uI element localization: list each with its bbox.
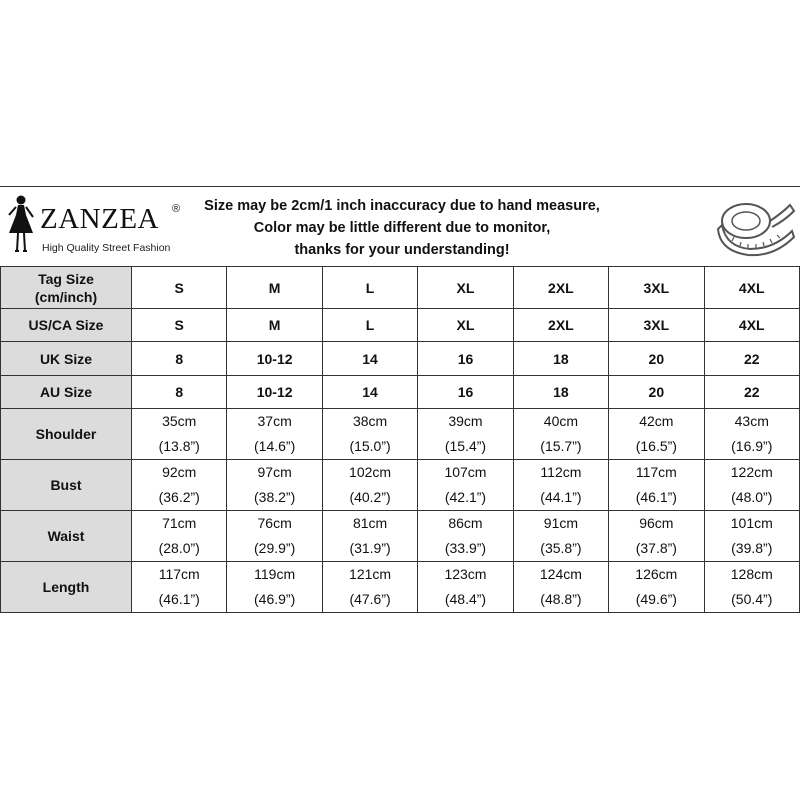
row-header	[1, 309, 132, 342]
cell-text: (38.2”)	[254, 489, 296, 505]
cell-text: (49.6”)	[635, 591, 677, 607]
table-cell	[609, 409, 704, 460]
row-header	[1, 376, 132, 409]
cell-text: 121cm	[349, 566, 392, 582]
table-cell: L	[322, 267, 417, 309]
cell-text: 107cm	[444, 464, 487, 480]
cell-text: (15.4”)	[444, 438, 487, 454]
cell-text: 123cm	[444, 566, 487, 582]
cell-text: (16.9”)	[731, 438, 773, 454]
size-table	[0, 266, 800, 613]
cell-text: 81cm	[352, 515, 388, 531]
cell-text: (39.8”)	[731, 540, 773, 556]
cell-text: 91cm	[543, 515, 579, 531]
table-cell	[227, 562, 322, 613]
table-cell: 18	[513, 376, 608, 409]
cell-text: 71cm	[162, 515, 197, 531]
cell-text: (16.5”)	[635, 438, 677, 454]
row-header-text: Waist	[47, 528, 85, 544]
table-cell	[513, 460, 608, 511]
row-header	[1, 460, 132, 511]
cell-text: 39cm	[448, 413, 483, 429]
chart-header	[0, 186, 800, 267]
table-cell: 4XL	[704, 309, 799, 342]
table-cell	[418, 562, 513, 613]
row-header	[1, 409, 132, 460]
table-cell	[704, 511, 799, 562]
cell-text: 35cm	[162, 413, 197, 429]
table-row	[1, 511, 800, 562]
table-cell	[418, 460, 513, 511]
table-cell: 22	[704, 342, 799, 376]
table-cell	[322, 511, 417, 562]
cell-text: 92cm	[162, 464, 197, 480]
table-cell	[322, 460, 417, 511]
cell-text: (48.8”)	[540, 591, 582, 607]
row-header	[1, 511, 132, 562]
table-row	[1, 409, 800, 460]
table-cell: 10-12	[227, 342, 322, 376]
cell-text: (35.8”)	[540, 540, 582, 556]
table-cell	[513, 409, 608, 460]
table-cell: XL	[418, 267, 513, 309]
table-cell: 16	[418, 342, 513, 376]
cell-text: (14.6”)	[254, 438, 296, 454]
cell-text: (29.9”)	[254, 540, 296, 556]
cell-text: 117cm	[635, 464, 677, 480]
cell-text: (48.4”)	[444, 591, 487, 607]
table-row	[1, 309, 800, 342]
table-cell: 2XL	[513, 267, 608, 309]
table-row	[1, 267, 800, 309]
cell-text: 42cm	[639, 413, 674, 429]
brand-name: ZANZEA	[40, 203, 159, 235]
table-cell	[513, 511, 608, 562]
cell-text: (44.1”)	[540, 489, 582, 505]
woman-silhouette-icon	[6, 193, 36, 257]
cell-text: (37.8”)	[635, 540, 677, 556]
row-header	[1, 562, 132, 613]
table-cell: 4XL	[704, 267, 799, 309]
table-cell	[132, 460, 227, 511]
row-header-text: US/CA Size	[28, 317, 104, 333]
row-header-text: Shoulder	[35, 426, 97, 442]
cell-text: 97cm	[257, 464, 292, 480]
table-cell	[704, 562, 799, 613]
table-cell: 18	[513, 342, 608, 376]
table-cell	[322, 409, 417, 460]
row-header-text: (cm/inch)	[34, 288, 98, 305]
cell-text: (13.8”)	[158, 438, 200, 454]
table-row	[1, 460, 800, 511]
table-cell: 20	[609, 342, 704, 376]
table-cell: S	[132, 309, 227, 342]
cell-text: 126cm	[635, 566, 678, 582]
cell-text: 128cm	[730, 566, 773, 582]
cell-text: (40.2”)	[349, 489, 391, 505]
table-cell	[132, 562, 227, 613]
size-chart	[0, 186, 800, 614]
row-header	[1, 267, 132, 309]
table-cell: M	[227, 267, 322, 309]
brand-logo	[6, 193, 186, 259]
table-cell: 8	[132, 342, 227, 376]
cell-text: 43cm	[734, 413, 769, 429]
table-cell	[704, 460, 799, 511]
cell-text: (33.9”)	[444, 540, 487, 556]
table-cell: 14	[322, 376, 417, 409]
table-row	[1, 562, 800, 613]
cell-text: 37cm	[257, 413, 292, 429]
row-header-text: Tag Size	[38, 270, 94, 287]
table-cell	[418, 409, 513, 460]
table-row	[1, 376, 800, 409]
measuring-tape-icon	[712, 191, 796, 263]
table-cell	[704, 409, 799, 460]
cell-text: (46.9”)	[254, 591, 296, 607]
cell-text: 117cm	[158, 566, 200, 582]
cell-text: (47.6”)	[349, 591, 391, 607]
table-cell	[418, 511, 513, 562]
table-cell: XL	[418, 309, 513, 342]
registered-mark: ®	[172, 203, 181, 215]
row-header-text: Bust	[50, 477, 82, 493]
cell-text: (15.0”)	[349, 438, 391, 454]
table-row	[1, 342, 800, 376]
table-cell	[132, 409, 227, 460]
row-header-text: AU Size	[39, 384, 93, 400]
table-cell: 16	[418, 376, 513, 409]
notice-line: Color may be little different due to monitor,	[253, 220, 551, 236]
table-cell	[132, 511, 227, 562]
size-table-body	[1, 267, 800, 613]
cell-text: (31.9”)	[349, 540, 391, 556]
cell-text: 112cm	[540, 464, 582, 480]
cell-text: (15.7”)	[540, 438, 582, 454]
cell-text: (46.1”)	[158, 591, 200, 607]
cell-text: (46.1”)	[635, 489, 677, 505]
table-cell	[322, 562, 417, 613]
cell-text: 40cm	[543, 413, 579, 429]
table-cell	[513, 562, 608, 613]
table-cell	[609, 511, 704, 562]
row-header-text: Length	[42, 579, 90, 595]
cell-text: 38cm	[352, 413, 388, 429]
table-cell: 22	[704, 376, 799, 409]
row-header	[1, 342, 132, 376]
cell-text: 122cm	[730, 464, 773, 480]
cell-text: 96cm	[639, 515, 674, 531]
table-cell: 3XL	[609, 267, 704, 309]
table-cell: 2XL	[513, 309, 608, 342]
table-cell	[609, 562, 704, 613]
table-cell: S	[132, 267, 227, 309]
brand-tagline: High Quality Street Fashion	[42, 242, 171, 254]
notice-line: thanks for your understanding!	[294, 242, 510, 258]
cell-text: 124cm	[539, 566, 582, 582]
notice-line: Size may be 2cm/1 inch inaccuracy due to hand measure,	[204, 198, 600, 214]
cell-text: 119cm	[254, 566, 296, 582]
cell-text: 76cm	[257, 515, 292, 531]
table-cell: 10-12	[227, 376, 322, 409]
cell-text: (28.0”)	[158, 540, 200, 556]
cell-text: 101cm	[730, 515, 773, 531]
cell-text: (50.4”)	[731, 591, 773, 607]
table-cell	[227, 409, 322, 460]
table-cell: 3XL	[609, 309, 704, 342]
cell-text: 86cm	[448, 515, 483, 531]
table-cell	[227, 511, 322, 562]
table-cell: 14	[322, 342, 417, 376]
table-cell: 20	[609, 376, 704, 409]
row-header-text: UK Size	[39, 350, 93, 367]
cell-text: 102cm	[349, 464, 392, 480]
table-cell: M	[227, 309, 322, 342]
table-cell	[227, 460, 322, 511]
table-cell	[609, 460, 704, 511]
cell-text: (48.0”)	[731, 489, 773, 505]
table-cell: L	[322, 309, 417, 342]
table-cell: 8	[132, 376, 227, 409]
measurement-notice	[186, 195, 618, 261]
cell-text: (36.2”)	[158, 489, 200, 505]
cell-text: (42.1”)	[444, 489, 487, 505]
